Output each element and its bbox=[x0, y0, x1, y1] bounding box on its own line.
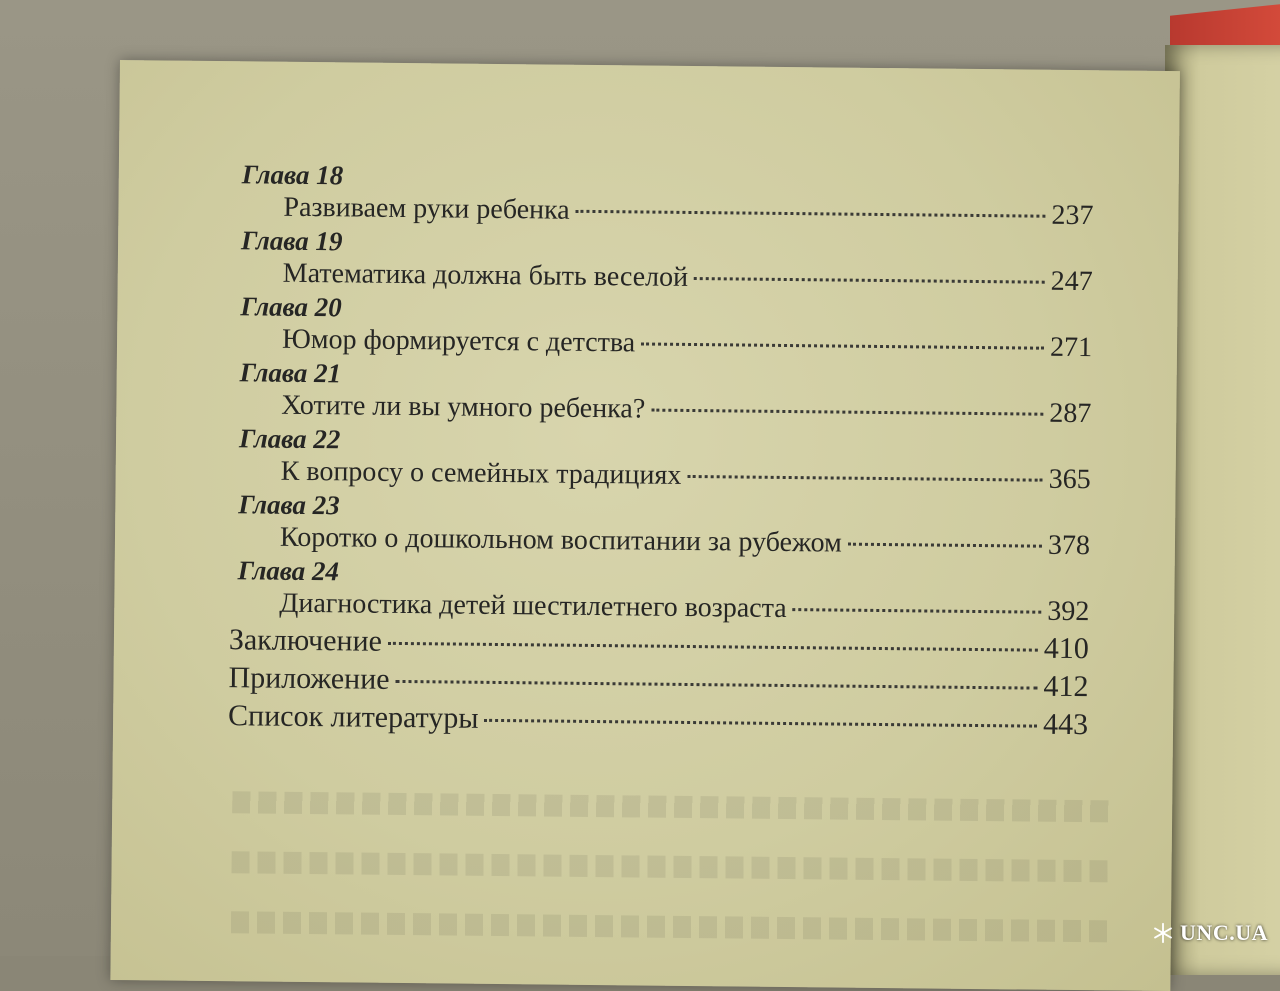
page-number: 271 bbox=[1049, 331, 1093, 364]
dot-leader bbox=[793, 608, 1042, 614]
dot-leader bbox=[484, 719, 1037, 728]
page-number: 378 bbox=[1047, 529, 1091, 562]
snowflake-icon bbox=[1152, 922, 1174, 944]
dot-leader bbox=[641, 342, 1044, 349]
chapter-title: К вопросу о семейных традициях bbox=[280, 455, 682, 491]
right-page-edge bbox=[1165, 45, 1280, 975]
section-title: Приложение bbox=[228, 661, 390, 696]
toc-chapter-18 bbox=[233, 159, 1094, 234]
chapter-label: Глава 18 bbox=[241, 159, 344, 191]
page-number: 392 bbox=[1047, 595, 1090, 628]
chapter-title: Юмор формируется с детства bbox=[281, 323, 636, 359]
dot-leader bbox=[651, 409, 1043, 416]
watermark-text: UNC.UA bbox=[1180, 920, 1268, 945]
show-through-text bbox=[232, 791, 1112, 822]
toc-bibliography bbox=[228, 697, 1088, 744]
dot-leader bbox=[687, 475, 1042, 482]
chapter-title: Диагностика детей шестилетнего возраста bbox=[279, 587, 787, 625]
chapter-label: Глава 21 bbox=[239, 357, 342, 389]
section-title: Список литературы bbox=[227, 699, 479, 735]
toc-chapter-20 bbox=[232, 291, 1093, 366]
page-number: 237 bbox=[1051, 199, 1094, 232]
page-number: 412 bbox=[1043, 669, 1089, 704]
chapter-label: Глава 24 bbox=[237, 555, 340, 587]
chapter-label: Глава 22 bbox=[238, 423, 341, 455]
dot-leader bbox=[848, 543, 1042, 548]
toc-chapter-24 bbox=[229, 555, 1090, 630]
dot-leader bbox=[388, 642, 1038, 652]
chapter-label: Глава 20 bbox=[240, 291, 342, 323]
watermark bbox=[1152, 920, 1268, 946]
toc-chapter-19 bbox=[233, 225, 1094, 300]
toc-chapter-21 bbox=[231, 357, 1092, 432]
page-number: 287 bbox=[1049, 397, 1092, 430]
page-number: 443 bbox=[1042, 707, 1089, 742]
chapter-label: Глава 19 bbox=[240, 225, 343, 257]
table-of-contents bbox=[228, 159, 1094, 744]
page-number: 247 bbox=[1050, 265, 1093, 298]
dot-leader bbox=[576, 210, 1046, 218]
show-through-text bbox=[231, 851, 1111, 882]
chapter-label: Глава 23 bbox=[238, 489, 340, 521]
chapter-title: Хотите ли вы умного ребенка? bbox=[281, 389, 646, 425]
toc-chapter-23 bbox=[230, 489, 1091, 564]
show-through-text bbox=[231, 911, 1111, 942]
toc-chapter-22 bbox=[231, 423, 1092, 498]
page-number: 410 bbox=[1043, 631, 1090, 666]
dot-leader bbox=[694, 277, 1045, 284]
dot-leader bbox=[396, 680, 1038, 690]
chapter-title: Развиваем руки ребенка bbox=[283, 191, 570, 226]
section-title: Заключение bbox=[228, 623, 383, 658]
chapter-title: Коротко о дошкольном воспитании за рубежом bbox=[279, 521, 842, 559]
chapter-title: Математика должна быть веселой bbox=[282, 257, 689, 293]
book-page bbox=[110, 60, 1180, 991]
page-number: 365 bbox=[1048, 463, 1091, 496]
